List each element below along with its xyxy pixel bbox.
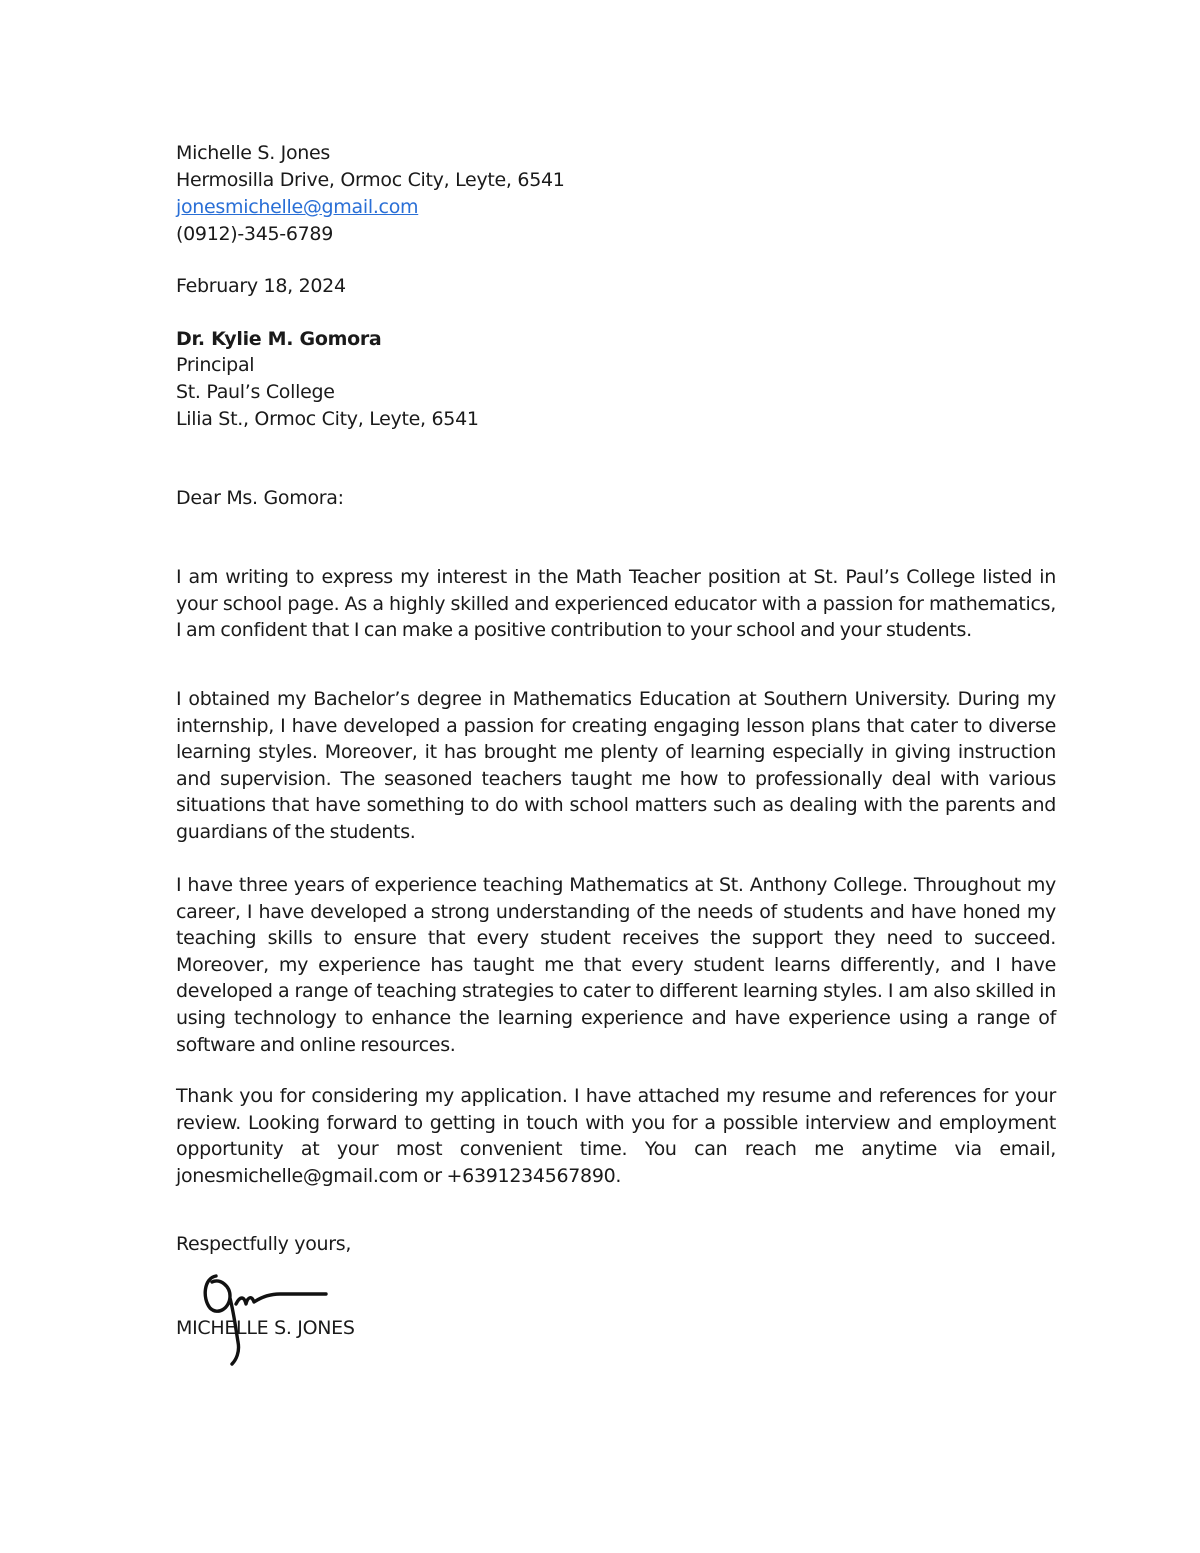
body-paragraph-3: I have three years of experience teaching Mathematics at St. Anthony College. Throughout my career, I have developed a strong understanding of the needs of students and have honed my teaching skills to ensure that every student receives the support they need to succeed. Moreover, my experience has taught me that every student learns differently, and I have developed a range of teaching strategies to cater to different learning styles. I am also skilled in using technology to enhance the learning experience and have experience using a range of software and online resources.	[176, 874, 1056, 1056]
body-paragraph-2: I obtained my Bachelor’s degree in Mathematics Education at Southern University. During my internship, I have developed a passion for creating engaging lesson plans that cater to diverse learning styles. Moreover, it has brought me plenty of learning especially in giving instruction and supervision. The seasoned teachers taught me how to professionally deal with various situations that have something to do with school matters such as dealing with the parents and guardians of the students.	[176, 688, 1056, 843]
body-paragraph-4: Thank you for considering my application. I have attached my resume and references for your review. Looking forward to getting in touch with you for a possible interview and employment opportunity at your most convenient time. You can reach me anytime via email, jonesmichelle@gmail.com or +6391234567890.	[176, 1085, 1056, 1187]
recipient-title: Principal	[176, 354, 255, 376]
body-paragraph-1: I am writing to express my interest in the Math Teacher position at St. Paul’s College listed in your school page. As a highly skilled and experienced educator with a passion for mathematics, I am confident that I can make a positive contribution to your school and your students.	[176, 566, 1056, 642]
sender-address: Hermosilla Drive, Ormoc City, Leyte, 6541	[176, 169, 565, 191]
sender-name: Michelle S. Jones	[176, 142, 331, 164]
signature-name: MICHELLE S. JONES	[176, 1317, 355, 1339]
sender-phone: (0912)-345-6789	[176, 223, 334, 245]
recipient-organization: St. Paul’s College	[176, 381, 335, 403]
recipient-name: Dr. Kylie M. Gomora	[176, 328, 382, 350]
sender-email-link[interactable]: jonesmichelle@gmail.com	[176, 196, 419, 218]
closing: Respectfully yours,	[176, 1233, 352, 1255]
salutation: Dear Ms. Gomora:	[176, 487, 344, 509]
recipient-address: Lilia St., Ormoc City, Leyte, 6541	[176, 408, 479, 430]
letter-date: February 18, 2024	[176, 275, 346, 297]
